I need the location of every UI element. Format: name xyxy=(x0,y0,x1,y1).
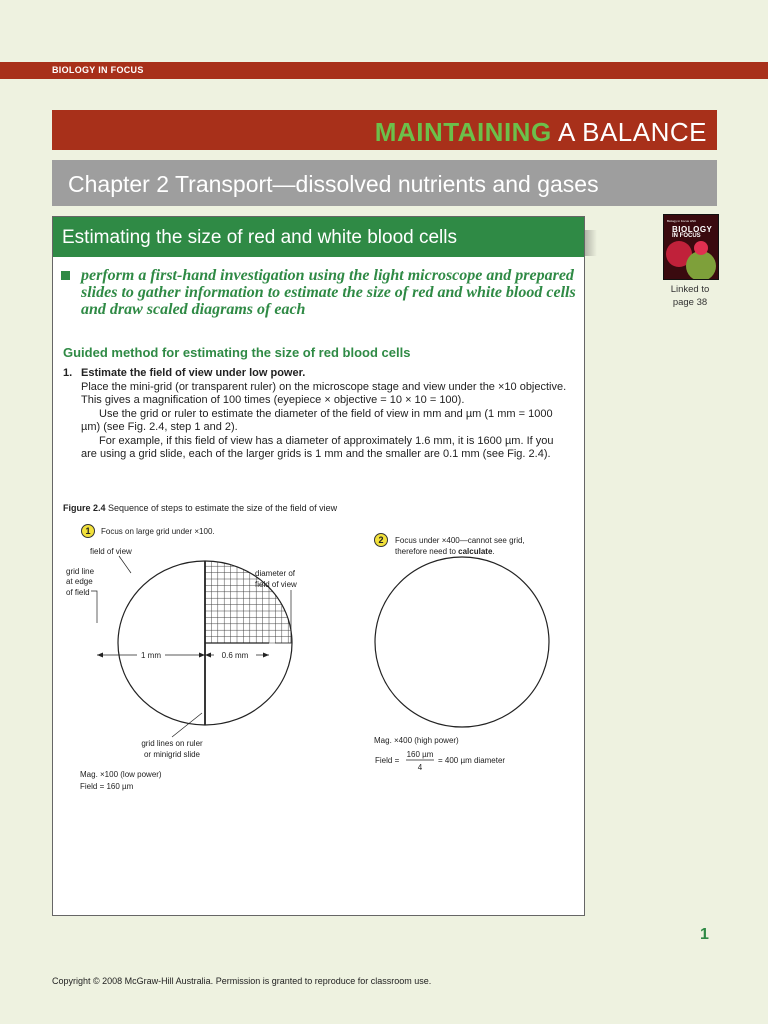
figure-2-4-diagram xyxy=(53,217,584,915)
content-box xyxy=(52,216,585,916)
chapter-title-bar xyxy=(52,160,717,206)
outcome-text: perform a first-hand investigation using the light microscope and prepared slides to gather information to estimate the size of red and white blood cells and draw scaled diagrams of each xyxy=(81,267,576,318)
linked-page: page 38 xyxy=(672,297,708,308)
module-title-highlight: MAINTAINING xyxy=(374,117,552,147)
field-high-numerator: 160 µm xyxy=(406,750,434,759)
box-shadow xyxy=(585,230,597,256)
step-1-marker: 1 xyxy=(81,524,95,538)
field-of-view-label: field of view xyxy=(90,547,132,556)
field-high-prefix: Field = xyxy=(375,756,400,765)
diameter-label-2: field of view xyxy=(255,580,297,589)
leader-line xyxy=(119,556,131,573)
cover-image-decoration xyxy=(686,251,716,280)
cover-image-decoration xyxy=(694,241,708,255)
mag-low-label: Mag. ×100 (low power) xyxy=(80,770,162,779)
ruler-label-1: grid lines on ruler xyxy=(141,739,203,748)
step-2-text-main: Focus under ×400—cannot see grid, therefore need to xyxy=(395,536,525,556)
arrow-left-icon xyxy=(97,653,103,658)
cover-small-text: Biology in Focus HSC xyxy=(667,219,697,223)
grid-line-label-3: of field xyxy=(66,588,90,597)
cover-title-1: BIOLOGY xyxy=(672,225,713,234)
step-paragraph-2: Use the grid or ruler to estimate the diameter of the field of view in mm and µm (1 mm = 1000 µm) (see Fig. 2.4, step 1 and 2). xyxy=(81,407,553,433)
module-title-bar xyxy=(52,110,717,150)
module-title-rest: A BALANCE xyxy=(551,117,707,147)
step-paragraph-3: For example, if this field of view has a diameter of approximately 1.6 mm, it is 1600 µm. If you are using a grid slide, each of the larger grids is 1 mm and the smaller are 0.1 mm (see Fig. 2.4). xyxy=(81,434,554,460)
section-title: Estimating the size of red and white blood cells xyxy=(53,217,584,257)
linked-label: Linked to xyxy=(670,284,710,295)
page-number: 1 xyxy=(700,926,709,943)
one-mm-label: 1 mm xyxy=(141,651,161,660)
step-paragraph-1: Place the mini-grid (or transparent ruler) on the microscope stage and view under the ×10 objective. This gives a magnification of 100 times (eyepiece × objective = 10 × 10 = 100). xyxy=(81,380,567,406)
leader-line xyxy=(91,591,97,623)
cover-title-2: IN FOCUS xyxy=(672,233,701,239)
step-1-text: Focus on large grid under ×100. xyxy=(101,527,215,536)
zero-six-mm-label: 0.6 mm xyxy=(221,651,249,660)
grid-line-label-1: grid line xyxy=(66,567,95,576)
high-power-field-circle xyxy=(375,557,549,727)
step-number: 1. xyxy=(63,367,73,379)
book-cover-thumbnail[interactable] xyxy=(663,214,719,280)
field-low-label: Field = 160 µm xyxy=(80,782,134,791)
series-label: BIOLOGY IN FOCUS xyxy=(52,65,144,75)
diameter-label-1: diameter of xyxy=(255,569,296,578)
field-high-result: = 400 µm diameter xyxy=(438,756,506,765)
step-2-text-end: . xyxy=(492,547,495,556)
step-title: Estimate the field of view under low power. xyxy=(81,367,306,379)
arrow-right-icon xyxy=(263,653,269,658)
figure-label: Figure 2.4 xyxy=(63,503,106,513)
series-bar xyxy=(0,62,768,79)
mag-high-label: Mag. ×400 (high power) xyxy=(374,736,459,745)
copyright-notice: Copyright © 2008 McGraw-Hill Australia. Permission is granted to reproduce for classroom use. xyxy=(52,976,432,986)
step-2-text-bold: calculate xyxy=(458,547,493,556)
guided-heading: Guided method for estimating the size of red blood cells xyxy=(63,345,411,360)
field-high-denominator: 4 xyxy=(417,763,423,772)
linked-page-note[interactable] xyxy=(660,283,720,309)
step-2-marker: 2 xyxy=(374,533,388,547)
figure-caption-text: Sequence of steps to estimate the size of the field of view xyxy=(105,503,338,513)
grid-line-label-2: at edge xyxy=(66,577,93,586)
chapter-title: Chapter 2 Transport—dissolved nutrients and gases xyxy=(68,171,599,197)
ruler-label-2: or minigrid slide xyxy=(143,750,201,759)
